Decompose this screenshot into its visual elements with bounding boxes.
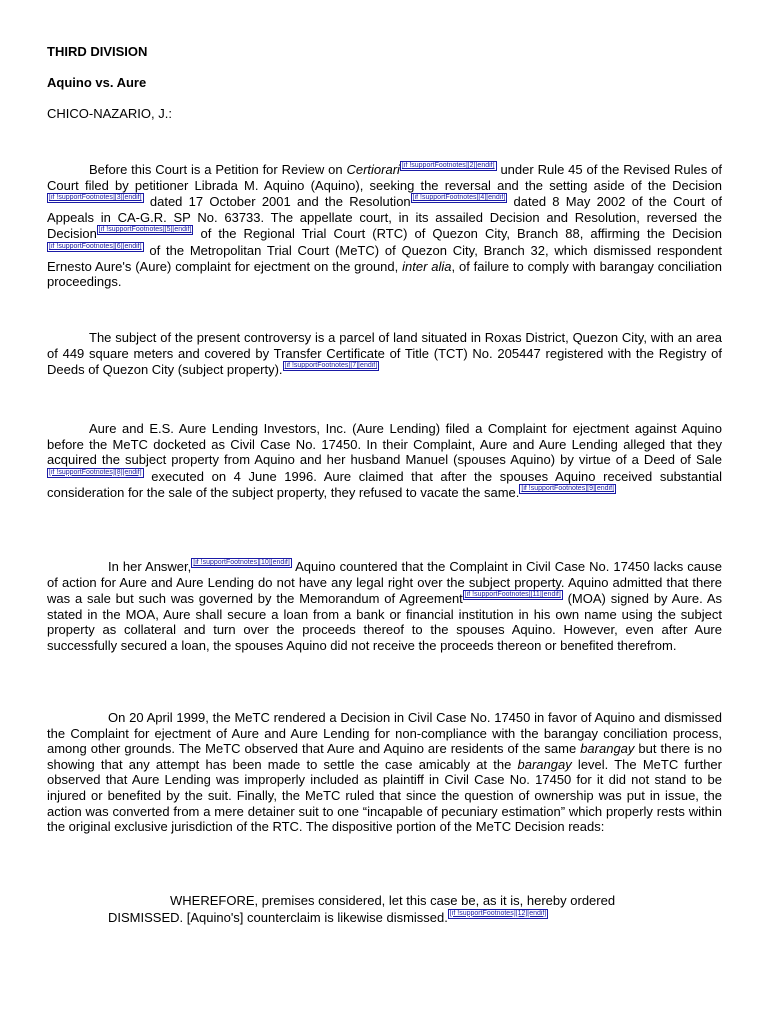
footnote-link-5[interactable]: [if !supportFootnotes][5][endif] (98, 226, 192, 234)
footnote-link-9[interactable]: [if !supportFootnotes][9][endif] (521, 485, 614, 493)
footnote-link-6[interactable]: [if !supportFootnotes][6][endif] (49, 242, 142, 250)
footnote-link-3[interactable]: [if !supportFootnotes][3][endif] (49, 194, 142, 202)
paragraph-3: Aure and E.S. Aure Lending Investors, Inc. (Aure Lending) filed a Complaint for ejectment against Aquino before the MeTC docketed as Civil Case No. 17450. In their Complaint, Aure and Aure Lending alleged that they acquired the subject property from Aquino and her husband Manuel (spouses Aquino) by virtue of a Deed of Sale[if !supportFootnotes][8][endif] executed on 4 June 1996. Aure claimed that after the spouses Aquino received substantial consideration for the sale of the subject property, they refused to vacate the same. [if !supportFootnotes][9][endif] (47, 421, 722, 501)
footnote-link-12[interactable]: [if !supportFootnotes][12][endif] (449, 909, 547, 917)
footnote-link-2[interactable]: [if !supportFootnotes][2][endif] (401, 162, 495, 169)
paragraph-2: The subject of the present controversy is a parcel of land situated in Roxas District, Quezon City, with an area of 449 square meters and covered by Transfer Certificate of Title (TCT) No. 205447 registered with the Registry of Deeds of Quezon City (subject property). [if !supportFootnotes][7][endif] (47, 330, 722, 378)
footnote-link-11[interactable]: [if !supportFootnotes][11][endif] (464, 591, 561, 599)
footnote-link-7[interactable]: [if !supportFootnotes][7][endif] (284, 362, 378, 370)
paragraph-1: Before this Court is a Petition for Review on Certiorari [if !supportFootnotes][2][endif] under Rule 45 of the Revised Rules of Court filed by petitioner Librada M. Aquino (Aquino), seeking the reversal and the setting aside of the Decision[if !supportFootnotes][3][endif] dated 17 October 2001 and the Resolution [if !supportFootnotes][4][endif] dated 8 May 2002 of the Court of Appeals in CA-G.R. SP No. 63733. The appellate court, in its assailed Decision and Resolution, reversed the Decision [if !supportFootnotes][5][endif] of the Regional Trial Court (RTC) of Quezon City, Branch 88, affirming the Decision[if !supportFootnotes][6][endif] of the Metropolitan Trial Court (MeTC) of Quezon City, Branch 32, which dismissed respondent Ernesto Aure's (Aure) complaint for ejectment on the ground, inter alia, of failure to comply with barangay conciliation proceedings. (47, 162, 723, 290)
footnote-link-8[interactable]: [if !supportFootnotes][8][endif] (49, 468, 142, 476)
dispositive-quote: WHEREFORE, premises considered, let this case be, as it is, hereby ordered DISMISSED. [Aquino's] counterclaim is likewise dismissed. [if !supportFootnotes][12][endif] (108, 893, 616, 925)
footnote-link-4[interactable]: [if !supportFootnotes][4][endif] (412, 194, 506, 202)
footnote-link-10[interactable]: [if !supportFootnotes][10][endif] (193, 559, 290, 566)
ponente-line: CHICO-NAZARIO, J.: (47, 106, 172, 121)
paragraph-4: In her Answer, [if !supportFootnotes][10][endif] Aquino countered that the Complaint in Civil Case No. 17450 lacks cause of action for Aure and Aure Lending do not have any legal right over the subject property. Aquino admitted that there was a sale but such was governed by the Memorandum of Agreement [if !supportFootnotes][11][endif] (MOA) signed by Aure. As stated in the MOA, Aure shall secure a loan from a bank or financial institution in his own name using the subject property as collateral and turn over the proceeds thereof to the spouses Aquino. However, even after Aure successfully secured a loan, the spouses Aquino did not receive the proceeds thereon or benefited therefrom. (47, 559, 722, 653)
division-heading: THIRD DIVISION (47, 44, 148, 59)
case-title: Aquino vs. Aure (47, 75, 147, 90)
paragraph-5: On 20 April 1999, the MeTC rendered a Decision in Civil Case No. 17450 in favor of Aquino and dismissed the Complaint for ejectment of Aure and Aure Lending for non-compliance with the barangay conciliation process, among other grounds. The MeTC observed that Aure and Aquino are residents of the same barangay but there is no showing that any attempt has been made to settle the case amicably at the barangay level. The MeTC further observed that Aure Lending was improperly included as plaintiff in Civil Case No. 17450 for it did not stand to be injured or benefited by the suit. Finally, the MeTC ruled that since the question of ownership was put in issue, the action was converted from a mere detainer suit to one “incapable of pecuniary estimation” which properly rests within the original exclusive jurisdiction of the RTC. The dispositive portion of the MeTC Decision reads: (47, 710, 722, 835)
